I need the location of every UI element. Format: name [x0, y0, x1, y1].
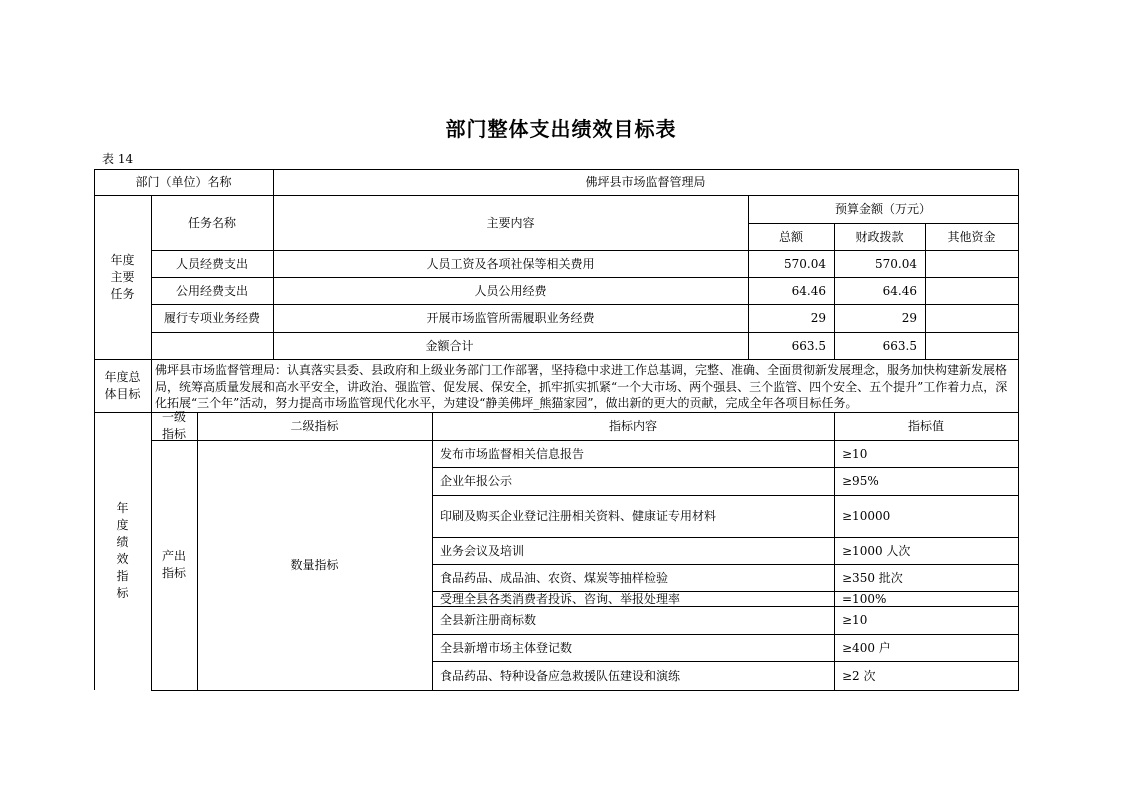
task-row-total: 29 [810, 311, 826, 325]
task-row-name: 人员经费支出 [175, 256, 248, 271]
indicator-row-value: ≥1000 人次 [842, 543, 911, 558]
indicator-row-content: 发布市场监督相关信息报告 [440, 446, 585, 461]
indicator-row-content: 企业年报公示 [440, 474, 513, 488]
task-row-content: 人员工资及各项社保等相关费用 [426, 256, 595, 271]
indicator-row-value: ≥400 户 [842, 640, 891, 655]
sum-total: 663.5 [791, 338, 826, 353]
table-rule [1018, 169, 1019, 691]
indicators-label: 年 度 绩 效 指 标 [116, 501, 129, 600]
indicator-row-value: ≥10 [842, 446, 868, 461]
annual-goal-text: 佛坪县市场监督管理局：认真落实县委、县政府和上级业务部门工作部署，坚持稳中求进工作总基调，完整、准确、全面贯彻新发展理念，服务加快构建新发展格局，统筹高质量发展和高水平安全，讲政治、强监管、促发展、保安全，抓牢抓实抓紧“一个大市场、两个强县、三个监管、四个安全、五个提升”工作着力点，深化拓展“三个年”活动，努力提高市场监管现代化水平，为建设“静美佛坪_熊猫家园”，做出新的更大的贡献，完成全年各项目标任务。 [155, 363, 1008, 410]
indicator-row-value: =100% [842, 591, 887, 606]
task-name-header: 任务名称 [187, 215, 236, 230]
dept-name-label: 部门（单位）名称 [135, 175, 232, 189]
level1-output: 产出 指标 [161, 549, 186, 580]
task-row-total: 64.46 [791, 283, 826, 298]
task-row-fiscal: 570.04 [875, 256, 917, 271]
indicator-row-content: 全县新注册商标数 [440, 613, 537, 627]
indicator-row-content: 全县新增市场主体登记数 [440, 640, 573, 655]
task-row-other [925, 277, 1018, 304]
task-row-content: 开展市场监管所需履职业务经费 [426, 311, 595, 325]
indicator-row-content: 印刷及购买企业登记注册相关资料、健康证专用材料 [440, 509, 717, 523]
level1-header: 一级 指标 [161, 410, 186, 441]
indicator-row-content: 受理全县各类消费者投诉、咨询、举报处理率 [440, 591, 681, 606]
budget-total-header: 总额 [778, 229, 803, 244]
budget-header: 预算金额（万元） [834, 202, 931, 216]
annual-goal-label: 年度总 体目标 [104, 369, 141, 401]
task-content-header: 主要内容 [486, 215, 535, 230]
page-title: 部门整体支出绩效目标表 [445, 117, 677, 141]
table-rule [151, 690, 1018, 691]
indicator-row-value: ≥2 次 [842, 668, 876, 683]
level2-quantity: 数量指标 [290, 558, 339, 572]
task-row-name: 履行专项业务经费 [163, 311, 260, 325]
task-row-total: 570.04 [784, 256, 826, 271]
dept-name-value: 佛坪县市场监督管理局 [585, 175, 706, 189]
indicator-row-content: 食品药品、成品油、农资、煤炭等抽样检验 [440, 570, 669, 585]
task-row-name: 公用经费支出 [175, 283, 248, 298]
budget-fiscal-header: 财政拨款 [855, 229, 904, 244]
task-row-fiscal: 29 [901, 311, 917, 325]
indicator-row-value: ≥350 批次 [842, 570, 903, 585]
indicator-content-header: 指标内容 [608, 419, 657, 433]
indicator-row-content: 业务会议及培训 [440, 543, 525, 558]
sum-label: 金额合计 [425, 338, 474, 353]
task-row-fiscal: 64.46 [882, 283, 917, 298]
task-row-content: 人员公用经费 [474, 283, 547, 298]
indicator-value-header: 指标值 [907, 419, 944, 433]
indicator-row-value: ≥95% [842, 474, 879, 488]
budget-other-header: 其他资金 [947, 229, 996, 244]
annual-tasks-label: 年度 主要 任务 [110, 252, 135, 301]
sum-fiscal: 663.5 [882, 338, 917, 353]
task-row-other [925, 304, 1018, 332]
indicator-row-value: ≥10000 [842, 509, 891, 523]
level2-header: 二级指标 [290, 419, 339, 433]
indicator-row-value: ≥10 [842, 613, 868, 627]
task-row-other [925, 250, 1018, 277]
table-number: 表 14 [102, 152, 134, 166]
indicator-row-content: 食品药品、特种设备应急救援队伍建设和演练 [440, 668, 681, 683]
sum-other [925, 332, 1018, 359]
